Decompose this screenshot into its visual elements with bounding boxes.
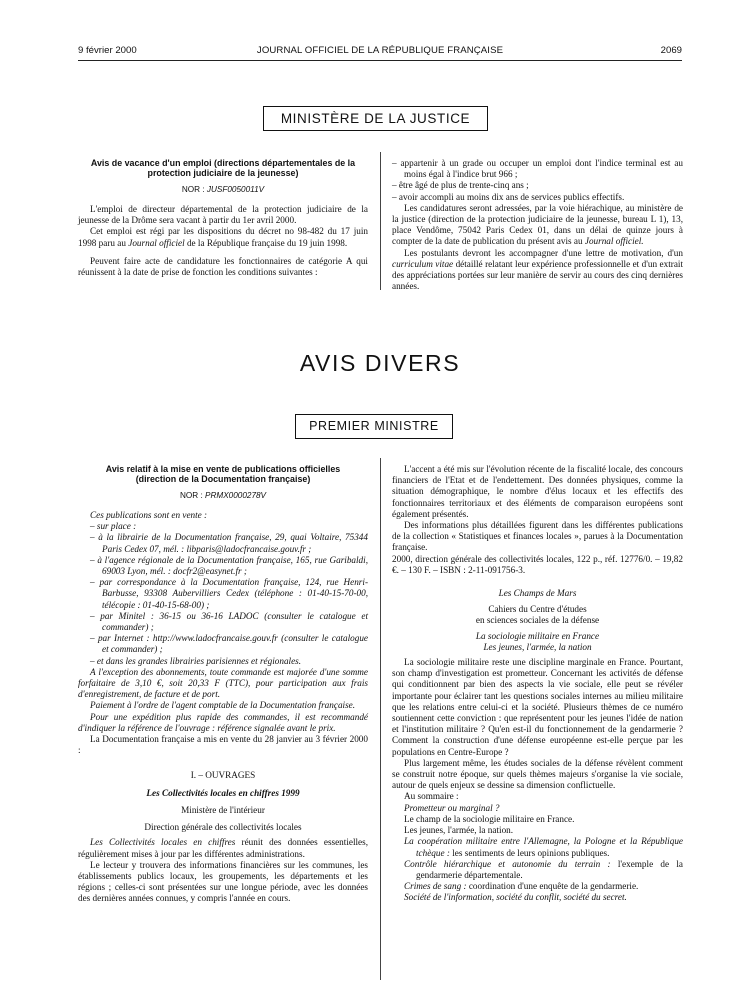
italic-span: La coopération militaire entre l'Allemagne, la Pologne et la République tchèque : (404, 836, 683, 858)
sommaire-label: Au sommaire : (404, 791, 459, 802)
book1-p4: Des informations plus détaillées figurent dans les différentes publications de la collection « Statistiques et finances locales », parues à la Documentation française. (392, 520, 683, 553)
sommaire-item-4 (392, 836, 683, 858)
section-ouvrages: I. – OUVRAGES (190, 770, 256, 781)
publications-intro: Ces publications sont en vente : (90, 510, 208, 521)
avis-vacance-nor (78, 184, 368, 195)
book1-p3: L'accent a été mis sur l'évolution récente de la fiscalité locale, des concours financiers de l'Etat et de l'endettement. Des données physiques, comme la situation démographique, le nombre d'élus locaux et les effectifs des fonctionnaires territoriaux et des éléments de comparaison européens sont également présentés. (392, 464, 683, 519)
avis-vacance-p1: L'emploi de directeur départemental de la protection judiciaire de la jeunesse de la Drôme sera vacant à partir du 1er avril 2000. (78, 204, 368, 226)
nor-label: NOR : (179, 490, 203, 500)
book2-subtitle-2: Les jeunes, l'armée, la nation (483, 641, 592, 652)
sommaire-item-2: Le champ de la sociologie militaire en France. (404, 813, 575, 824)
avis-vacance-left-column (78, 158, 368, 278)
avis-vacance-p5 (392, 248, 683, 293)
avis-vacance-right-column (392, 158, 683, 292)
avis-publications-left-column (78, 464, 368, 905)
book1-p2: Le lecteur y trouvera des informations financières sur les communes, les établissements publics locaux, les groupements, les départements et les régions ; celles-ci sont présentées sur une longue période, avec les données des dernières années connues, y compris l'année en cours. (78, 859, 368, 904)
nor-label: NOR : (181, 184, 205, 194)
italic-span: Crimes de sang : (404, 881, 467, 892)
avis-vacance-title: Avis de vacance d'un emploi (directions départementales de la protection judiciaire de la jeunesse) (90, 158, 356, 179)
sommaire-item-6 (392, 881, 683, 892)
abonnements-note: A l'exception des abonnements, toute commande est majorée d'une somme forfaitaire de 3,10 €, soit 20,33 F (TTC), pour participation aux frais d'enregistrement, de facture et de port. (78, 666, 368, 700)
book1-direction: Direction générale des collectivités locales (144, 822, 302, 833)
nor-code: PRMX0000278V (205, 490, 267, 500)
text-span: détaillé relatant leur expérience professionnelle et d'un extrait des appréciations portées sur leur manière de servir au cours des cinq dernières années. (392, 258, 684, 292)
book2-subtitle-1: La sociologie militaire en France (475, 630, 600, 641)
text-span: Les candidatures seront adressées, par la voie hiérachique, au ministère de la justice (direction de la protection judiciaire de la jeunesse, bureau L 1), 13, place Vendôme, 75042 Paris Cedex 01, dans un délai de quinze jours à compter de la date de publication du présent avis au (392, 202, 683, 247)
book1-title: Les Collectivités locales en chiffres 1999 (146, 787, 300, 798)
correspondance-item: – par correspondance à la Documentation française, 124, rue Henri-Barbusse, 93308 Aubervilliers Cedex (téléphone : 01-40-15-70-00, télécopie : 01-40-15-68-00) ; (90, 577, 368, 610)
text-span: l'exemple de la gendarmerie départementale. (416, 858, 683, 880)
book1-ref: 2000, direction générale des collectivités locales, 122 p., réf. 12776/0. – 19,82 €. – 130 F. – ISBN : 2-11-091756-3. (392, 553, 683, 575)
italic-span: Les Collectivités locales en chiffres (90, 837, 236, 848)
internet-item: – par Internet : http://www.ladocfrancaise.gouv.fr (consulter le catalogue et commander) ; (90, 633, 368, 655)
expedition-note: Pour une expédition plus rapide des commandes, il est recommandé d'indiquer la référence de l'ouvrage : référence signalée avant le prix. (78, 711, 368, 733)
ministere-justice-box: MINISTÈRE DE LA JUSTICE (263, 106, 488, 131)
text-span: Les postulants devront les accompagner d'une lettre de motivation, d'un (404, 247, 683, 258)
avis-publications-title: Avis relatif à la mise en vente de publications officielles (direction de la Documentation française) (105, 464, 341, 485)
avis-publications-right-column (392, 464, 683, 904)
header-date: 9 février 2000 (78, 45, 137, 56)
header-rule (78, 60, 682, 61)
book2-p2: Plus largement même, les études sociales de la défense révèlent comment se construit notre époque, sur quels thèmes majeurs s'organise la vie sociale, autour de quels enjeux se dessine sa dimension conflictuelle. (392, 757, 683, 791)
librairie-item: – à la librairie de la Documentation française, 29, quai Voltaire, 75344 Paris Cedex 07, mél. : libparis@ladocfrancaise.gouv.fr ; (90, 532, 368, 554)
avis-vacance-p3: Peuvent faire acte de candidature les fonctionnaires de catégorie A qui réunissent à la date de prise de fonction les conditions suivantes : (78, 255, 368, 278)
text-span: de la République française du 19 juin 1998. (184, 237, 348, 248)
avis-vacance-p2 (78, 226, 368, 248)
minitel-item: – par Minitel : 36-15 ou 36-16 LADOC (consulter le catalogue et commander) ; (90, 610, 368, 633)
book2-cahiers-2: en sciences sociales de la défense (475, 615, 600, 626)
book1-ministere: Ministère de l'intérieur (181, 804, 265, 815)
header-journal-title: JOURNAL OFFICIEL DE LA RÉPUBLIQUE FRANÇAISE (256, 45, 504, 56)
avis-vacance-p4 (392, 203, 683, 248)
text-span: Cet emploi est régi par les dispositions du décret no 98-482 du 17 juin 1998 paru au (78, 226, 368, 248)
book2-series: Les Champs de Mars (498, 588, 577, 599)
book2-p1: La sociologie militaire reste une discipline marginale en France. Pourtant, son champ d'investigation est prometteur. Concernant les activités de défense qui conditionnent par bien des aspects la vie sociale, elle peut se révéler importante pour éclairer tant les questions sociales internes au milieu militaire que les relations entre celui-ci et la société. Plusieurs thèmes de ce numéro soutiennent cette conviction : que représentent pour les jeunes l'idée de nation et l'institution militaire ? Qu'en est-il du fonctionnement de la gendarmerie ? Comment la construction d'une défense européenne est-elle perçue par les populations en Centre-Europe ? (392, 657, 683, 757)
librairies-item: – et dans les grandes librairies parisiennes et régionales. (90, 655, 302, 666)
italic-span: Journal officiel (128, 237, 185, 248)
avis-publications-nor (78, 490, 368, 501)
italic-span: curriculum vitae (392, 258, 454, 269)
text-span: coordination d'une enquête de la gendarmerie. (466, 881, 639, 892)
header-page-number: 2069 (660, 45, 682, 56)
book2-cahiers-1: Cahiers du Centre d'études (488, 604, 587, 615)
sommaire-item-1: Prometteur ou marginal ? (404, 802, 500, 813)
premier-ministre-box: PREMIER MINISTRE (295, 414, 453, 439)
column-divider (380, 458, 381, 980)
italic-span: Contrôle hiérarchique et autonomie du terrain : (404, 858, 611, 869)
mise-en-vente: La Documentation française a mis en vente du 28 janvier au 3 février 2000 : (78, 734, 368, 756)
italic-span: Journal officiel. (584, 236, 644, 247)
text-span: les sentiments de leurs opinions publiques. (449, 847, 610, 858)
column-divider (380, 152, 381, 290)
avis-divers-title: AVIS DIVERS (299, 350, 461, 376)
text-span: réunit des données essentielles, régulièrement mises à jour par les différentes administrations. (78, 837, 368, 859)
condition-3: – avoir accompli au moins dix ans de services publics effectifs. (392, 191, 625, 202)
sommaire-item-7: Société de l'information, société du conflit, société du secret. (404, 892, 627, 903)
running-header (78, 45, 682, 59)
book1-p1 (78, 837, 368, 859)
sommaire-item-3: Les jeunes, l'armée, la nation. (404, 825, 514, 836)
paiement-note: Paiement à l'ordre de l'agent comptable de la Documentation française. (90, 700, 356, 711)
sur-place: – sur place : (90, 521, 137, 532)
agence-item: – à l'agence régionale de la Documentation française, 165, rue Garibaldi, 69003 Lyon, mél. : docfr2@easynet.fr ; (90, 554, 368, 577)
nor-code: JUSF0050011V (206, 184, 265, 194)
sommaire-item-5 (392, 859, 683, 881)
condition-1: – appartenir à un grade ou occuper un emploi dont l'indice terminal est au moins égal à l'indice brut 966 ; (392, 158, 683, 180)
condition-2: – être âgé de plus de trente-cinq ans ; (392, 180, 529, 191)
